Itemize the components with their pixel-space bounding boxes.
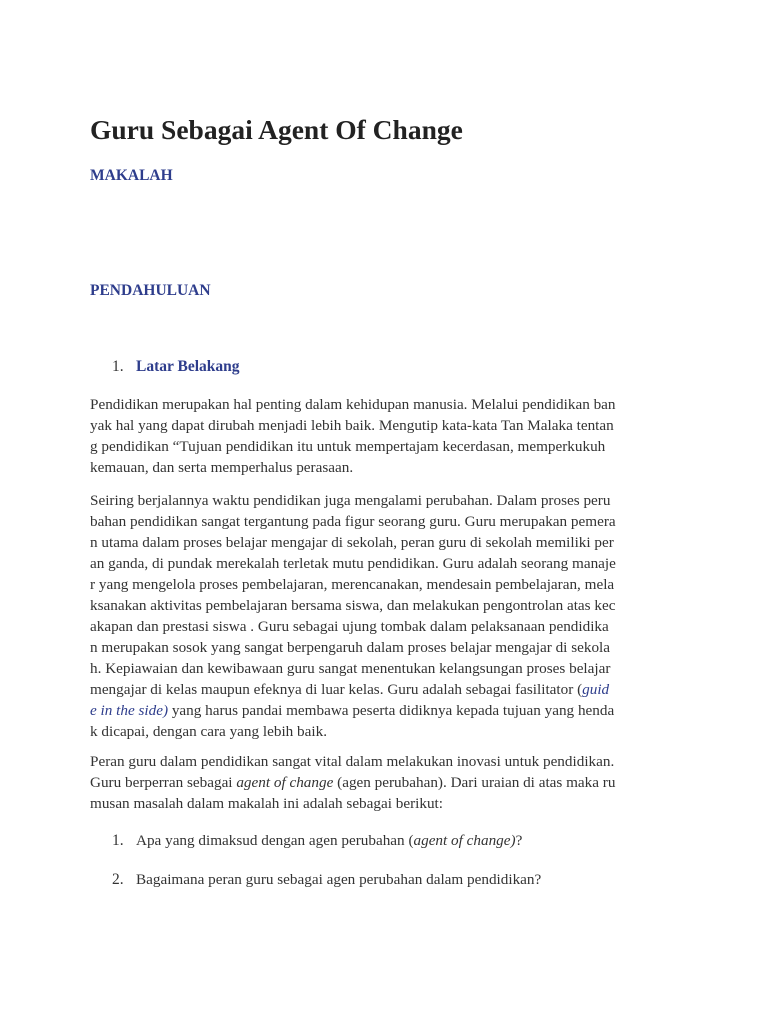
question-item (136, 830, 522, 851)
paragraph-line: k dicapai, dengan cara yang lebih baik. (90, 723, 327, 740)
paragraph-line: akapan dan prestasi siswa . Guru sebagai ujung tombak dalam pelaksanaan pendidika (90, 618, 609, 635)
paragraph-line: bahan pendidikan sangat tergantung pada figur seorang guru. Guru merupakan pemera (90, 513, 616, 530)
subsection-number: 1. (112, 358, 124, 375)
document-label: MAKALAH (90, 167, 173, 184)
paragraph-line: g pendidikan “Tujuan pendidikan itu untuk mempertajam kecerdasan, memperkukuh (90, 438, 606, 455)
line-text: Guru berperran sebagai (90, 774, 237, 791)
paragraph-line (90, 679, 616, 700)
paragraph-line: n utama dalam proses belajar mengajar di sekolah, peran guru di sekolah memiliki per (90, 534, 614, 551)
italic-term: agent of change) (413, 832, 516, 849)
paragraph-line: Peran guru dalam pendidikan sangat vital dalam melakukan inovasi untuk pendidikan. (90, 753, 615, 770)
question-number: 1. (112, 832, 124, 849)
paragraph-line: kemauan, dan serta memperhalus perasaan. (90, 459, 354, 476)
paragraph-line: Pendidikan merupakan hal penting dalam kehidupan manusia. Melalui pendidikan ban (90, 396, 616, 413)
line-text: mengajar di kelas maupun efeknya di luar kelas. Guru adalah sebagai fasilitator ( (90, 681, 583, 698)
paragraph-line: h. Kepiawaian dan kewibawaan guru sangat menentukan kelangsungan proses belajar (90, 660, 611, 677)
paragraph-line: musan masalah dalam makalah ini adalah sebagai berikut: (90, 795, 443, 812)
italic-term: e in the side) (90, 702, 169, 719)
paragraph-1 (90, 394, 616, 478)
line-text: (agen perubahan). Dari uraian di atas maka ru (333, 774, 616, 791)
italic-term: guid (582, 681, 610, 698)
paragraph-line: an ganda, di pundak merekalah terletak mutu pendidikan. Guru adalah seorang manaje (90, 555, 616, 572)
question-text: ? (515, 832, 523, 849)
subsection-title: Latar Belakang (136, 358, 240, 375)
section-heading: PENDAHULUAN (90, 282, 211, 299)
paragraph-3 (90, 751, 615, 814)
paragraph-line: n merupakan sosok yang sangat berpengaruh dalam proses belajar mengajar di sekola (90, 639, 610, 656)
question-text: Apa yang dimaksud dengan agen perubahan ( (136, 832, 414, 849)
paragraph-line: r yang mengelola proses pembelajaran, merencanakan, mendesain pembelajaran, mela (90, 576, 615, 593)
question-number: 2. (112, 871, 124, 888)
paragraph-line: Seiring berjalannya waktu pendidikan juga mengalami perubahan. Dalam proses peru (90, 492, 611, 509)
line-text: yang harus pandai membawa peserta didiknya kepada tujuan yang henda (168, 702, 615, 719)
paragraph-line: yak hal yang dapat dirubah menjadi lebih baik. Mengutip kata-kata Tan Malaka tentan (90, 417, 614, 434)
question-item: Bagaimana peran guru sebagai agen perubahan dalam pendidikan? (136, 871, 542, 888)
paragraph-line: ksanakan aktivitas pembelajaran bersama siswa, dan melakukan pengontrolan atas kec (90, 597, 616, 614)
paragraph-line (90, 700, 616, 721)
italic-term: agent of change (236, 774, 334, 791)
document-title: Guru Sebagai Agent Of Change (90, 114, 463, 145)
paragraph-line (90, 772, 615, 793)
paragraph-2 (90, 490, 616, 742)
